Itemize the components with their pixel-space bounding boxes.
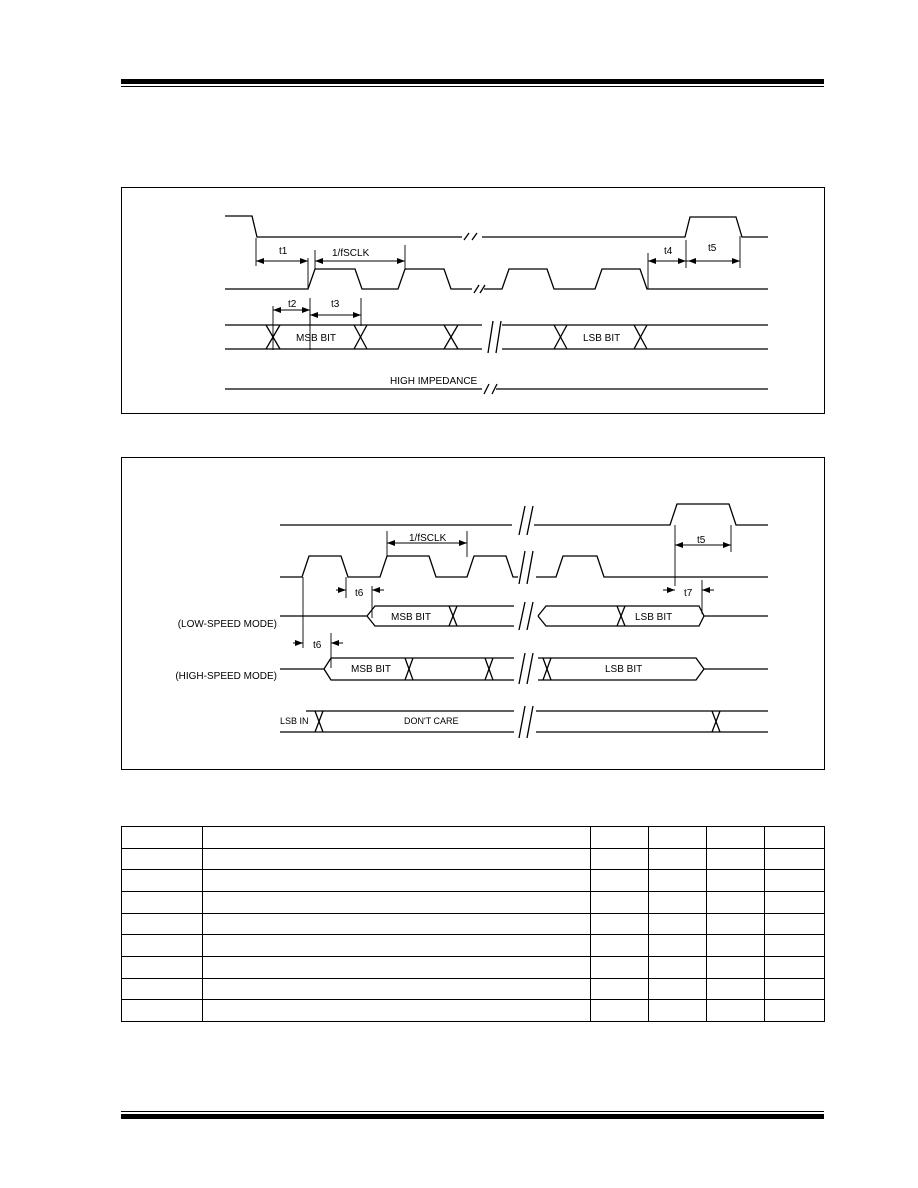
timing-diagram-1-svg — [122, 188, 826, 415]
low-speed-mode-label: (LOW-SPEED MODE) — [177, 619, 277, 630]
cs-break-mark — [519, 506, 533, 535]
table-row — [122, 913, 825, 935]
high-speed-break-mark — [519, 653, 533, 684]
low-speed-lsb-label: LSB BIT — [635, 612, 673, 623]
table-row — [122, 891, 825, 913]
table-row — [122, 870, 825, 892]
sclk-waveform — [280, 556, 518, 577]
t1-label: t1 — [279, 246, 288, 257]
low-speed-break-mark — [519, 602, 533, 630]
footer-rule-thick — [121, 1114, 824, 1119]
period-label: 1/fSCLK — [332, 248, 370, 259]
sclk-waveform — [225, 269, 472, 289]
cs-waveform-resume — [482, 217, 768, 237]
high-impedance-label: HIGH IMPEDANCE — [390, 376, 478, 387]
table-row — [122, 827, 825, 849]
low-speed-data-lower — [367, 606, 514, 626]
timing-diagram-2-svg — [122, 458, 826, 771]
table-row — [122, 978, 825, 1000]
data-break-mark — [488, 321, 501, 353]
high-speed-data-upper — [280, 658, 514, 680]
low-speed-data-lower-resume — [538, 606, 704, 626]
cs-break-mark — [464, 233, 477, 240]
cs-waveform-resume — [534, 504, 768, 525]
footer-rule-thin — [121, 1111, 824, 1112]
t6-data-label: t6 — [313, 640, 322, 651]
lsb-bit-label: LSB BIT — [583, 333, 621, 344]
table-row — [122, 1000, 825, 1022]
spec-table-body — [122, 827, 825, 1022]
t2-label: t2 — [288, 299, 297, 310]
sclk-waveform-resume — [484, 269, 768, 289]
din-break-mark — [519, 706, 533, 738]
data-bus-upper — [225, 325, 482, 349]
sclk-break-mark — [474, 285, 485, 293]
msb-bit-label: MSB BIT — [296, 333, 337, 344]
t4-label: t4 — [664, 246, 673, 257]
cs-waveform — [225, 216, 462, 237]
din-upper-resume — [536, 711, 768, 732]
t6-clock-label: t6 — [355, 588, 364, 599]
t5-label: t5 — [697, 535, 706, 546]
din-lower — [280, 711, 514, 732]
table-row — [122, 956, 825, 978]
t3-label: t3 — [331, 299, 340, 310]
high-speed-msb-label: MSB BIT — [351, 664, 392, 675]
lsb-in-label: LSB IN — [280, 716, 309, 726]
hiz-break-mark — [484, 384, 497, 394]
timing-diagram-2 — [121, 457, 825, 770]
high-speed-lsb-label: LSB BIT — [605, 664, 643, 675]
data-bus-upper-resume — [502, 325, 768, 349]
table-row — [122, 935, 825, 957]
t5-label: t5 — [708, 243, 717, 254]
high-speed-mode-label: (HIGH-SPEED MODE) — [175, 671, 277, 682]
timing-diagram-1 — [121, 187, 825, 414]
t7-label: t7 — [684, 588, 693, 599]
t6-data-dimension — [293, 577, 343, 668]
sclk-break-mark — [519, 551, 533, 584]
period-label: 1/fSCLK — [409, 533, 447, 544]
header-rule-thick — [121, 79, 824, 84]
din-lower-resume — [536, 711, 768, 732]
table-row — [122, 848, 825, 870]
data-bus-lower-resume — [502, 325, 768, 349]
low-speed-msb-label: MSB BIT — [391, 612, 432, 623]
timing-spec-table — [121, 826, 825, 1022]
data-bus-lower — [225, 325, 482, 349]
dont-care-label: DON'T CARE — [404, 716, 459, 726]
header-rule-thin — [121, 86, 824, 87]
sclk-waveform-resume — [536, 556, 768, 577]
high-speed-data-upper-resume — [538, 658, 768, 680]
